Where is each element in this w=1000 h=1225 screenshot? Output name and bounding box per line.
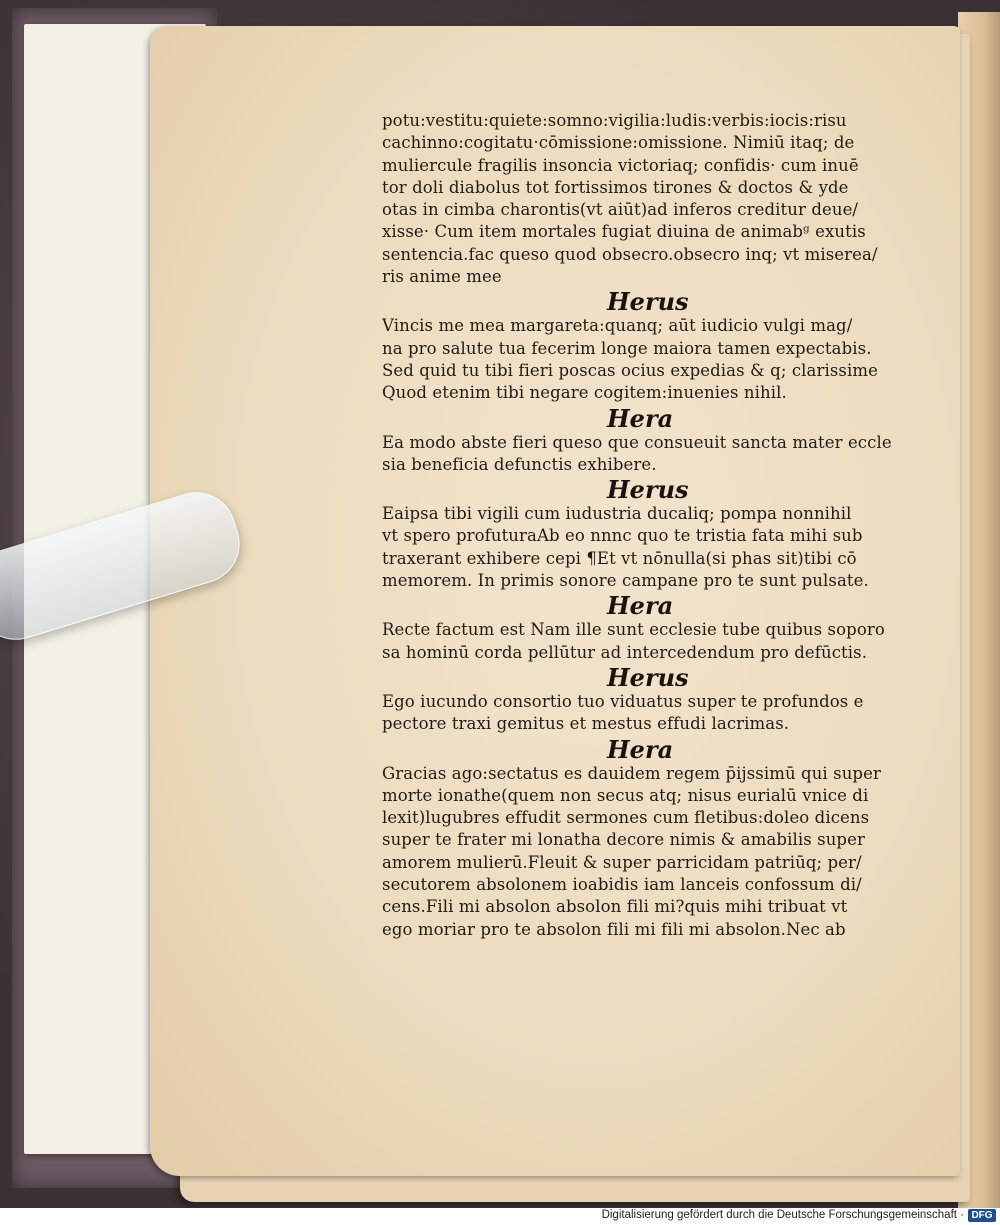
text-line: muliercule fragilis insoncia victoriaq; confidis· cum inuē: [382, 155, 859, 175]
text-line: xisse· Cum item mortales fugiat diuina de animabᵍ exutis: [382, 222, 866, 242]
text-line: tor doli diabolus tot fortissimos tirones & doctos & yde: [382, 177, 849, 197]
text-line: sia beneficia defunctis exhibere.: [382, 454, 657, 474]
text-line: morte ionathe(quem non secus atq; nisus eurialū vnice di: [382, 785, 869, 805]
text-line: lexit)lugubres effudit sermones cum fletibus:doleo dicens: [382, 808, 870, 828]
text-line: secutorem absolonem ioabidis iam lanceis confossum di/: [382, 875, 862, 895]
text-line: ego moriar pro te absolon fili mi fili mi absolon.Nec ab: [382, 919, 846, 939]
text-line: otas in cimba charontis(vt aiūt)ad inferos creditur deue/: [382, 200, 859, 220]
text-line: Ea modo abste fieri queso que consueuit sancta mater eccle: [382, 432, 892, 452]
text-line: cachinno:cogitatu·cōmissione:omissione. Nimiū itaq; de: [382, 133, 855, 153]
text-line: cens.Fili mi absolon absolon fili mi?quis mihi tribuat vt: [382, 897, 848, 917]
digitization-credit: Digitalisierung gefördert durch die Deutsche Forschungsgemeinschaft ·: [601, 1209, 964, 1221]
text-line: potu:vestitu:quiete:somno:vigilia:ludis:verbis:iocis:risu: [382, 111, 847, 130]
text-line: Ego iucundo consortio tuo viduatus super te profundos e: [382, 691, 864, 711]
text-line: Vincis me mea margareta:quanq; aūt iudicio vulgi mag/: [382, 316, 853, 336]
speaker-heading: Herus: [607, 475, 689, 505]
text-line: Quod etenim tibi negare cogitem:inuenies nihil.: [382, 383, 787, 403]
speaker-heading: Herus: [607, 287, 689, 317]
text-line: super te frater mi lonatha decore nimis & amabilis super: [382, 830, 865, 850]
incunable-text: [382, 110, 927, 941]
speaker-heading: Hera: [607, 403, 674, 433]
text-line: memorem. In primis sonore campane pro te sunt pulsate.: [382, 571, 869, 591]
text-line: vt spero profuturaAb eo nnnc quo te tristia fata mihi sub: [382, 526, 863, 546]
text-line: amorem mulierū.Fleuit & super parricidam patriūq; per/: [382, 852, 862, 872]
speaker-heading: Hera: [607, 734, 674, 764]
text-line: traxerant exhibere cepi ¶Et vt nōnulla(si phas sit)tibi cō: [382, 548, 857, 568]
text-line: Recte factum est Nam ille sunt ecclesie tube quibus soporo: [382, 620, 885, 640]
text-line: Gracias ago:sectatus es dauidem regem p̄ijssimū qui super: [382, 763, 881, 783]
text-line: Eaipsa tibi vigili cum iudustria ducaliq; pompa nonnihil: [382, 504, 852, 524]
text-line: sentencia.fac queso quod obsecro.obsecro inq; vt miserea/: [382, 244, 878, 264]
speaker-heading: Herus: [607, 662, 689, 692]
text-line: sa hominū corda pellūtur ad intercedendum pro defūctis.: [382, 642, 868, 662]
text-line: na pro salute tua fecerim longe maiora tamen expectabis.: [382, 338, 872, 358]
text-line: Sed quid tu tibi fieri poscas ocius expedias & q; clarissime: [382, 360, 878, 380]
text-line: pectore traxi gemitus et mestus effudi lacrimas.: [382, 714, 790, 734]
text-line: ris anime mee: [382, 267, 502, 287]
dfg-logo: DFG: [968, 1209, 996, 1222]
speaker-heading: Hera: [607, 591, 674, 621]
